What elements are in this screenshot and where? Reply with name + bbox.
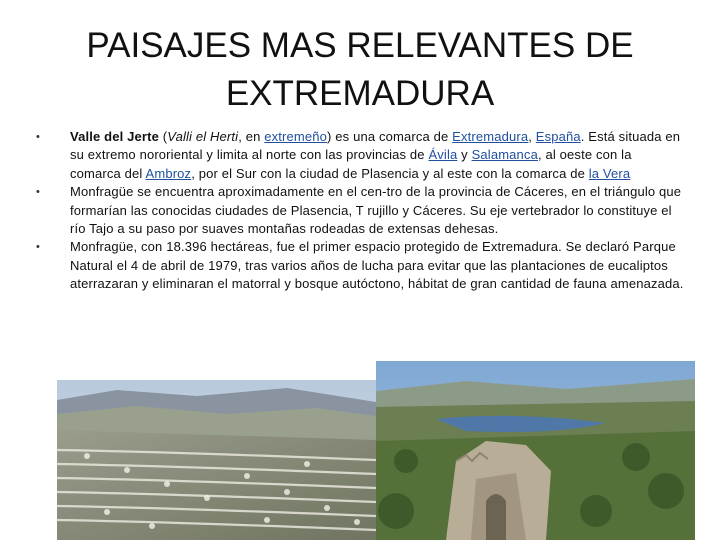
bullet-list [36,128,686,294]
landscape-terraces-image [57,380,376,540]
link-salamanca[interactable]: Salamanca [471,147,538,163]
bullet-dot: • [36,131,41,143]
bullet1-text: y [457,147,472,163]
bullet1-text: , por el Sur con la ciudad de Plasencia y al este con la comarca de [191,165,589,181]
bullet-dot: • [36,241,41,254]
bullet1-text: . Está situada en su extremo nororiental y limita al norte con las provincias de [70,129,681,163]
photo-monfrague [376,361,695,540]
bullet1-text: , al oeste con la comarca del [70,147,632,181]
photo-valle-del-jerte [57,380,376,540]
bullet1-text: , en [238,129,265,144]
link-extremeno[interactable]: extremeño [264,129,328,144]
slide-title [60,22,660,118]
bullet-item-valle-del-jerte [36,128,686,183]
castle-ruins-river-image [376,361,695,540]
title-line-2: EXTREMADURA [225,74,495,113]
bullet1-text: ( [158,129,168,144]
bullet-dot: • [36,186,41,199]
bullet1-text: ) es una comarca de [327,129,453,144]
bullet2-text: Monfragüe se encuentra aproximadamente en el cen-tro de la provincia de Cáceres, en el triángulo que formarían las conocidas ciudades de Plasencia, T rujillo y Cáceres. Su eje vertebrador lo constituye el río Tajo a su paso por suaves montañas rodeadas de extensas dehesas. [70,184,682,237]
title-line-1: PAISAJES MAS RELEVANTES DE [86,26,634,65]
link-espana[interactable]: España [535,129,581,144]
link-ambroz[interactable]: Ambroz [145,165,192,181]
bullet1-text: , [528,129,536,144]
link-avila[interactable]: Ávila [428,147,458,163]
link-extremadura[interactable]: Extremadura [452,129,529,144]
bullet3-text: Monfragüe, con 18.396 hectáreas, fue el primer espacio protegido de Extremadura. Se declaró Parque Natural el 4 de abril de 1979, tras varios años de lucha para evitar que las plantaciones de eucaliptos aterrazaran y eliminaran el matorral y bosque autóctono, hábitat de gran cantidad de fauna amenazada. [70,239,684,292]
link-la-vera[interactable]: la Vera [588,165,631,181]
bullet1-bold: Valle del Jerte [70,129,159,144]
bullet1-italic: Valli el Herti [167,129,239,144]
bullet-item-monfrague-location [36,183,686,238]
bullet-item-monfrague-park [36,238,686,293]
